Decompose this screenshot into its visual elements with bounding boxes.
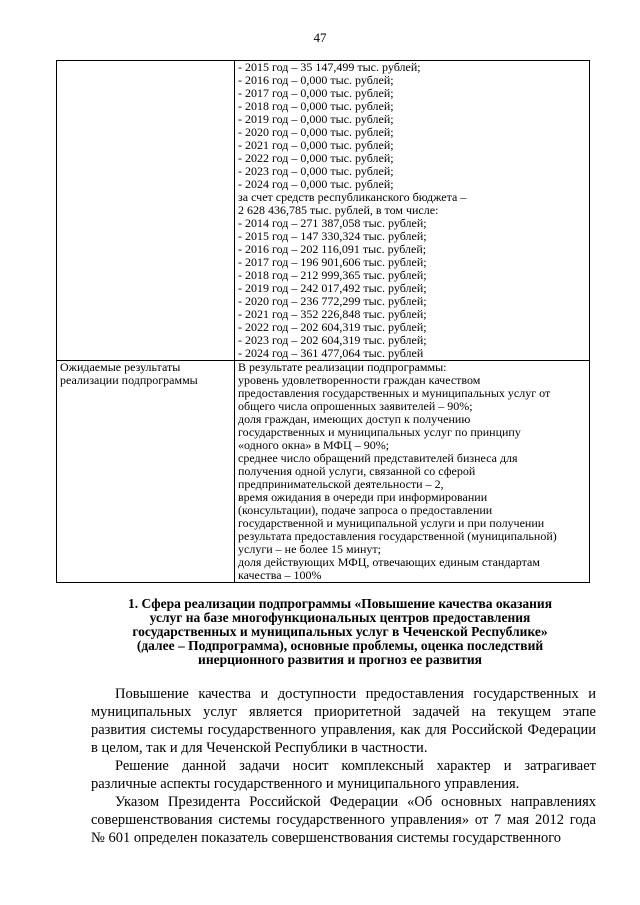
funding-line: - 2018 год – 212 999,365 тыс. рублей;: [238, 268, 427, 282]
funding-line: - 2023 год – 0,000 тыс. рублей;: [238, 164, 394, 178]
funding-line: - 2023 год – 202 604,319 тыс. рублей;: [238, 333, 427, 347]
result-line: уровень удовлетворенности граждан качеством: [238, 373, 481, 387]
result-line: предпринимательской деятельности – 2,: [238, 477, 444, 491]
funding-line: - 2024 год – 0,000 тыс. рублей;: [238, 177, 394, 191]
funding-line: 2 628 436,785 тыс. рублей, в том числе:: [238, 203, 439, 217]
result-line: услуги – не более 15 минут;: [238, 542, 382, 556]
program-passport-table: [56, 60, 590, 583]
result-line: качества – 100%: [238, 568, 322, 582]
funding-values-cell: [235, 61, 590, 361]
page-number: 47: [313, 30, 327, 45]
funding-line: - 2022 год – 0,000 тыс. рублей;: [238, 151, 394, 165]
result-line: В результате реализации подпрограммы:: [238, 360, 447, 374]
result-line: среднее число обращений представителей бизнеса для: [238, 451, 518, 465]
funding-label-cell: [57, 61, 235, 361]
funding-line: - 2017 год – 196 901,606 тыс. рублей;: [238, 255, 427, 269]
body-text: [91, 685, 596, 847]
expected-results-label: реализации подпрограммы: [60, 373, 198, 387]
expected-results-label-cell: [57, 361, 235, 583]
result-line: «одного окна» в МФЦ – 90%;: [238, 438, 390, 452]
funding-line: за счет средств республиканского бюджета –: [238, 190, 467, 204]
section-heading-line: инерционного развития и прогноз ее развития: [198, 652, 482, 667]
funding-line: - 2015 год – 35 147,499 тыс. рублей;: [238, 60, 421, 74]
paragraph-text: Повышение качества и доступности предоставления государственных и муниципальных услуг является приоритетной задачей на текущем этапе развития системы государственного управления, как для Российской Федерации в целом, так и для Чеченской Республики в частности.: [91, 686, 596, 756]
paragraph-text: Решение данной задачи носит комплексный характер и затрагивает различные аспекты государственного и муниципального управления.: [91, 758, 596, 792]
expected-results-cell: [235, 361, 590, 583]
table-row-expected-results: [57, 361, 590, 583]
funding-line: - 2022 год – 202 604,319 тыс. рублей;: [238, 320, 427, 334]
funding-line: - 2016 год – 202 116,091 тыс. рублей;: [238, 242, 427, 256]
result-line: государственной и муниципальной услуги и при получении: [238, 516, 545, 530]
funding-line: - 2015 год – 147 330,324 тыс. рублей;: [238, 229, 427, 243]
paragraph: [91, 685, 596, 757]
funding-line: - 2019 год – 0,000 тыс. рублей;: [238, 112, 394, 126]
result-line: государственных и муниципальных услуг по принципу: [238, 425, 521, 439]
funding-line: - 2020 год – 236 772,299 тыс. рублей;: [238, 294, 427, 308]
funding-line: - 2014 год – 271 387,058 тыс. рублей;: [238, 216, 427, 230]
funding-line: - 2021 год – 0,000 тыс. рублей;: [238, 138, 394, 152]
funding-line: - 2020 год – 0,000 тыс. рублей;: [238, 125, 394, 139]
funding-line: - 2016 год – 0,000 тыс. рублей;: [238, 73, 394, 87]
funding-line: - 2017 год – 0,000 тыс. рублей;: [238, 86, 394, 100]
result-line: время ожидания в очереди при информировании: [238, 490, 488, 504]
funding-line: - 2018 год – 0,000 тыс. рублей;: [238, 99, 394, 113]
paragraph-text: Указом Президента Российской Федерации «Об основных направлениях совершенствования системы государственного управления» от 7 мая 2012 года № 601 определен показатель совершенствования системы государственного: [91, 794, 596, 846]
table-row-funding: [57, 61, 590, 361]
section-heading-line: 1. Сфера реализации подпрограммы «Повышение качества оказания: [127, 596, 553, 611]
section-heading-line: услуг на базе многофункциональных центров предоставления: [149, 610, 531, 625]
section-heading-line: государственных и муниципальных услуг в Чеченской Республике»: [132, 624, 548, 639]
paragraph: [91, 757, 596, 793]
section-heading: [90, 597, 590, 667]
result-line: (консультации), подаче запроса о предоставлении: [238, 503, 493, 517]
result-line: доля граждан, имеющих доступ к получению: [238, 412, 471, 426]
funding-line: - 2024 год – 361 477,064 тыс. рублей: [238, 346, 424, 360]
result-line: доля действующих МФЦ, отвечающих единым стандартам: [238, 555, 540, 569]
result-line: результата предоставления государственной (муниципальной): [238, 529, 557, 543]
funding-line: - 2019 год – 242 017,492 тыс. рублей;: [238, 281, 427, 295]
result-line: общего числа опрошенных заявителей – 90%;: [238, 399, 473, 413]
paragraph: [91, 793, 596, 847]
result-line: получения одной услуги, связанной со сферой: [238, 464, 476, 478]
section-heading-line: (далее – Подпрограмма), основные проблемы, оценка последствий: [136, 638, 544, 653]
result-line: предоставления государственных и муниципальных услуг от: [238, 386, 551, 400]
funding-line: - 2021 год – 352 226,848 тыс. рублей;: [238, 307, 427, 321]
expected-results-label: Ожидаемые результаты: [60, 360, 181, 374]
